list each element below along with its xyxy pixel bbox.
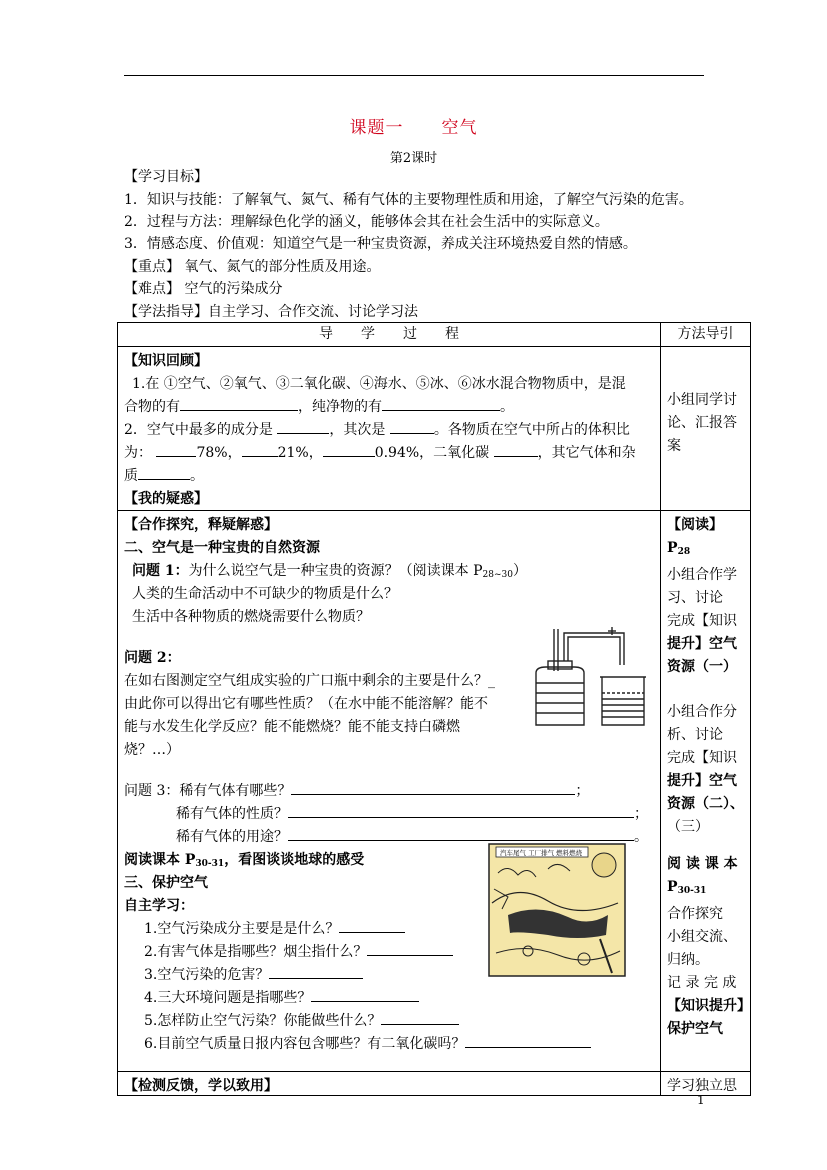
- rare-gas-use-blank[interactable]: [288, 826, 634, 841]
- method-line: 阅 读 课 本: [667, 856, 738, 872]
- poster-caption: 汽车尾气 工厂排气 燃料燃烧: [500, 849, 583, 857]
- method-line: 合作探究: [667, 906, 724, 922]
- method-line: 提升】空气: [667, 773, 738, 789]
- problem-2-line3: 能与水发生化学反应？能不能燃烧？能不能支持白磷燃: [124, 719, 460, 735]
- self-question: 1.空气污染成分主要是是什么？: [144, 918, 405, 938]
- section-2-title: 二、空气是一种宝贵的自然资源: [124, 540, 320, 556]
- objective-2: 2．过程与方法：理解绿色化学的涵义，能够体会其在社会生活中的实际意义。: [124, 214, 609, 230]
- method-line: 记 录 完 成: [667, 975, 737, 991]
- pure-blank[interactable]: [382, 396, 500, 411]
- ratio-blank-1[interactable]: [156, 442, 196, 457]
- review-q2-line3: 质 。: [124, 465, 204, 485]
- method-line: 习、讨论: [667, 590, 724, 606]
- review-cell: [118, 347, 661, 511]
- problem-3-line2: 稀有气体的性质？ ；: [176, 803, 648, 823]
- objectives-heading: 【学习目标】: [124, 169, 208, 185]
- feedback-heading: 【检测反馈，学以致用】: [124, 1078, 278, 1094]
- problem-2-line4: 烧？…）: [124, 742, 180, 758]
- feedback-method-cell: [661, 1072, 751, 1096]
- most-blank[interactable]: [277, 419, 329, 434]
- review-method-line: 案: [667, 438, 682, 454]
- method-line: 提升】空气: [667, 636, 738, 652]
- answer-blank[interactable]: [367, 941, 453, 956]
- doubt-heading: 【我的疑惑】: [124, 491, 208, 507]
- page-title: 课题一 空气: [349, 118, 478, 138]
- study-method: 【学法指导】自主学习、合作交流、讨论学习法: [124, 304, 418, 320]
- problem-1-line2: 人类的生命活动中不可缺少的物质是什么？: [132, 586, 398, 602]
- method-line: 保护空气: [667, 1021, 724, 1037]
- answer-blank[interactable]: [381, 1010, 459, 1025]
- other-blank[interactable]: [138, 465, 190, 480]
- method-line: 析、讨论: [667, 727, 724, 743]
- rare-gas-property-blank[interactable]: [288, 803, 634, 818]
- side-read: 【阅读】$P_{28}$: [667, 517, 724, 557]
- problem-2-label: 问题 2：: [124, 650, 181, 666]
- answer-blank[interactable]: [465, 1033, 591, 1048]
- problem-3-line3: 稀有气体的用途？ 。: [176, 826, 648, 846]
- answer-blank[interactable]: [311, 987, 419, 1002]
- key-point: 【重点】 氧气、氮气的部分性质及用途。: [124, 259, 381, 275]
- table-head-method: 方法导引: [661, 323, 751, 347]
- review-q2-line1: 2．空气中最多的成分是 ，其次是 。各物质在空气中所占的体积比: [124, 419, 630, 439]
- self-question: 3.空气污染的危害？: [144, 964, 363, 984]
- method-line: $P_{30-31}$: [667, 879, 707, 896]
- review-method-cell: [661, 347, 751, 511]
- method-line: 资源（二）、: [667, 796, 745, 812]
- co2-blank[interactable]: [494, 442, 538, 457]
- feedback-cell: [118, 1072, 661, 1096]
- review-heading: 【知识回顾】: [124, 353, 208, 369]
- review-q2-line2: 为： 78%， 21%， 0.94%，二氧化碳 ，其它气体和杂: [124, 442, 636, 462]
- problem-1: 问题 1：为什么说空气是一种宝贵的资源？（阅读课本 $P_{28\sim 30}$）: [132, 563, 527, 580]
- explore-heading: 【合作探究，释疑解惑】: [124, 517, 278, 533]
- lesson-number: 第2课时: [389, 151, 438, 166]
- method-line: 小组交流、: [667, 929, 738, 945]
- table-head-process: 导 学 过 程: [118, 323, 661, 347]
- mixture-blank[interactable]: [180, 396, 298, 411]
- self-question: 5.怎样防止空气污染？你能做些什么？: [144, 1010, 459, 1030]
- review-method-line: 小组同学讨: [667, 392, 738, 408]
- explore-method-cell: [661, 511, 751, 1072]
- method-line: 【知识提升】: [667, 998, 752, 1014]
- read-instruction: 阅读课本 $P_{30-31}$，看图谈谈地球的感受: [124, 852, 365, 869]
- problem-2-line2: 由此你可以得出它有哪些性质？（在水中能不能溶解？能不: [124, 696, 488, 712]
- objective-3: 3．情感态度、价值观：知道空气是一种宝贵资源，养成关注环境热爱自然的情感。: [124, 236, 637, 252]
- earth-pollution-poster: [488, 843, 626, 977]
- difficult-point: 【难点】 空气的污染成分: [124, 281, 283, 297]
- ratio-blank-2[interactable]: [242, 442, 278, 457]
- method-line: 归纳。: [667, 952, 710, 968]
- feedback-method: 学习独立思: [667, 1078, 738, 1094]
- top-rule: [124, 75, 704, 76]
- ratio-blank-3[interactable]: [323, 442, 375, 457]
- explore-cell: [118, 511, 661, 1072]
- method-line: 完成【知识: [667, 750, 738, 766]
- rare-gas-blank[interactable]: [291, 780, 575, 795]
- method-line: 小组合作学: [667, 567, 738, 583]
- self-question: 2.有害气体是指哪些？烟尘指什么？: [144, 941, 453, 961]
- method-line: 完成【知识: [667, 613, 738, 629]
- section-3-title: 三、保护空气: [124, 875, 208, 891]
- answer-blank[interactable]: [269, 964, 363, 979]
- apparatus-illustration: [528, 625, 660, 729]
- self-study-label: 自主学习：: [124, 898, 194, 914]
- problem-2-line1: 在如右图测定空气组成实验的广口瓶中剩余的主要是什么？_: [124, 673, 495, 689]
- method-line: 小组合作分: [667, 704, 738, 720]
- answer-blank[interactable]: [339, 918, 405, 933]
- review-q1-line1: 1.在 ①空气、②氧气、③二氧化碳、④海水、⑤冰、⑥冰水混合物物质中，是混: [132, 376, 626, 392]
- problem-3-line1: 问题 3：稀有气体有哪些？ ；: [124, 780, 589, 800]
- guide-table: [117, 322, 751, 1096]
- review-method-line: 论、汇报答: [667, 415, 738, 431]
- second-blank[interactable]: [390, 419, 434, 434]
- method-line: （三）: [667, 819, 710, 835]
- page-number: 1: [697, 1093, 705, 1107]
- problem-1-line3: 生活中各种物质的燃烧需要什么物质？: [132, 609, 370, 625]
- self-question: 6.目前空气质量日报内容包含哪些？有二氧化碳吗？: [144, 1033, 591, 1053]
- self-question: 4.三大环境问题是指哪些？: [144, 987, 419, 1007]
- objective-1: 1．知识与技能：了解氧气、氮气、稀有气体的主要物理性质和用途，了解空气污染的危害。: [124, 192, 693, 208]
- method-line: 资源（一）: [667, 659, 738, 675]
- review-q1-line2: 合物的有 ，纯净物的有 。: [124, 396, 514, 416]
